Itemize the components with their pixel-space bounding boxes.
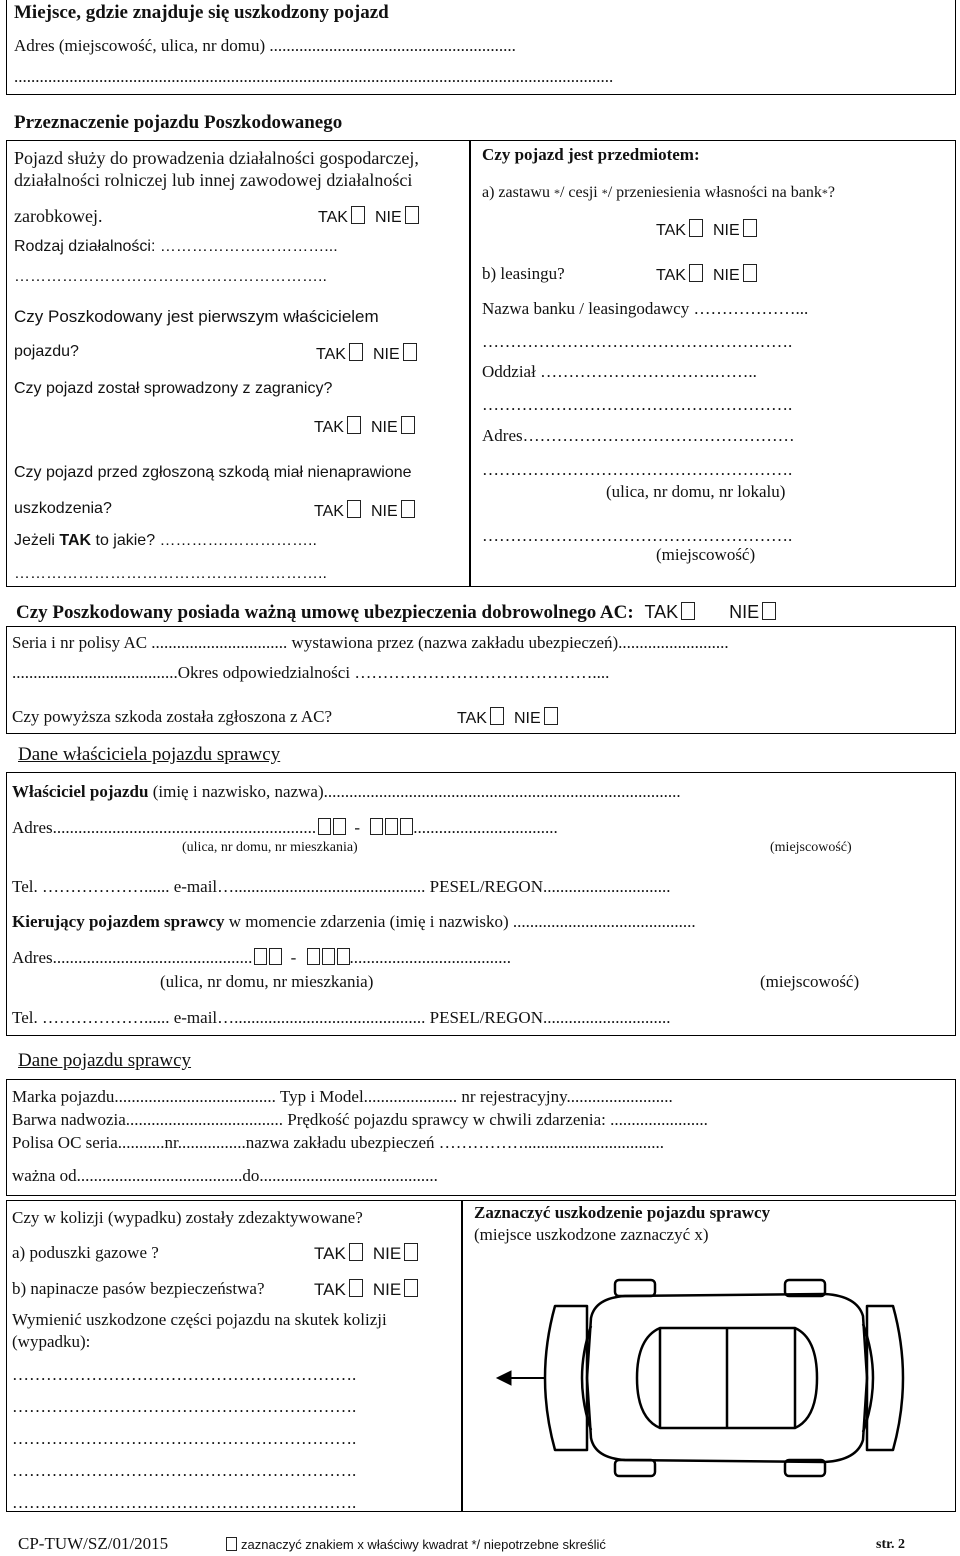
ac-yes-no [644,602,786,622]
tak-label: TAK [314,503,344,520]
q5-prefix: Jeżeli [14,532,60,549]
location-heading: Miejsce, gdzie znajduje się uszkodzony pojazd [14,2,389,23]
q3-yes-no [314,416,425,437]
bank-address-hint: (ulica, nr domu, nr lokalu) [606,482,786,501]
damaged-parts-label-cont: (wypadku): [12,1332,91,1351]
ac-reported-nie-checkbox[interactable] [544,707,558,725]
purpose-question-1-end: zarobkowej. [14,206,103,226]
driver-bold: Kierujący pojazdem sprawcy [12,912,225,931]
activity-field[interactable]: Rodzaj działalności: ……………….…………... [14,238,338,255]
owner-contact-field[interactable]: Tel. ………………...... e-mail…............................................. PESEL/REGON.............................. [12,877,671,896]
nie-label: NIE [729,602,760,622]
nie-label: NIE [712,267,740,284]
purpose-question-4-end: uszkodzenia? [14,500,112,517]
damaged-parts-label: Wymienić uszkodzone części pojazdu na skutek kolizji [12,1310,387,1329]
tak-label: TAK [656,267,686,284]
ac-reported-yes-no [457,707,568,728]
ac-question: Czy Poszkodowany posiada ważną umowę ubezpieczenia dobrowolnego AC: [16,602,634,623]
address-tail: .................................. [413,818,558,837]
q2-yes-no [316,343,427,364]
collateral-a-tak-checkbox[interactable] [689,219,703,237]
owner-heading: Dane właściciela pojazdu sprawcy [18,744,281,765]
collateral-b-nie-checkbox[interactable] [743,264,757,282]
a-suffix: ? [827,184,835,201]
collateral-a-yes-no [656,219,767,240]
tak-label: TAK [314,419,344,436]
owner-rest: (imię i nazwisko, nazwa).................................................................................... [148,782,681,801]
collateral-a-nie-checkbox[interactable] [743,219,757,237]
nie-label: NIE [374,209,402,226]
nie-label: NIE [372,1244,402,1263]
ac-tak-checkbox[interactable] [681,602,695,620]
postal-digit[interactable] [307,948,320,965]
collateral-b-tak-checkbox[interactable] [689,264,703,282]
footer-note-row [226,1537,606,1553]
car-diagram[interactable] [495,1266,915,1506]
nie-label: NIE [513,710,541,727]
page-number: str. 2 [876,1537,906,1552]
ac-question-row [16,602,786,624]
bank-name-line2[interactable]: ………………………………………………. [482,332,793,351]
a-mid1: / cesji [559,184,602,201]
driver-street-hint: (ulica, nr domu, nr mieszkania) [160,972,374,991]
bank-address-field[interactable]: Adres………………………………………… [482,426,795,445]
ac-reported-tak-checkbox[interactable] [490,707,504,725]
seatbelts-nie-checkbox[interactable] [404,1279,418,1297]
postal-digit[interactable] [322,948,335,965]
driver-contact-field[interactable]: Tel. ………………...... e-mail…............................................. PESEL/REGON.............................. [12,1008,671,1027]
postal-code-prefix[interactable] [252,948,282,967]
purpose-question-1-cont: działalności rolniczej lub innej zawodowej działalności [14,170,413,190]
q3-nie-checkbox[interactable] [401,416,415,434]
asterisk: * [601,186,608,200]
vehicle-heading: Dane pojazdu sprawcy [18,1050,192,1071]
nie-label: NIE [712,222,740,239]
postal-dash: - [354,818,361,837]
activity-line2[interactable]: ………………………………………………….. [14,268,327,285]
postal-code-prefix[interactable] [316,818,346,837]
postal-digit[interactable] [318,818,331,835]
vehicle-color-field[interactable]: Barwa nadwozia..................................... Prędkość pojazdu sprawcy w chwili zdarzenia: ....................... [12,1110,708,1129]
bank-address-line2[interactable]: ………………………………………………. [482,460,793,479]
postal-digit[interactable] [333,818,346,835]
ac-reported-question: Czy powyższa szkoda została zgłoszona z AC? [12,707,333,726]
damaged-parts-line[interactable]: ……………………………………………………. [12,1461,357,1480]
tak-label: TAK [314,1244,346,1263]
tak-label: TAK [644,602,679,622]
bank-city-hint: (miejscowość) [656,545,756,564]
nie-label: NIE [372,1280,402,1299]
seatbelts-yes-no [314,1279,428,1300]
owner-street-hint: (ulica, nr domu, nr mieszkania) [182,840,358,855]
owner-bold: Właściciel pojazdu [12,782,149,801]
direction-arrow-icon [497,1371,545,1385]
damage-description-line2[interactable]: ………………………………………………….. [14,565,327,582]
airbags-yes-no [314,1243,428,1264]
address-label: Adres [12,818,53,837]
damaged-parts-line[interactable]: ……………………………………………………. [12,1493,357,1512]
tak-label: TAK [316,346,346,363]
purpose-question-2: Czy Poszkodowany jest pierwszym właścicielem [14,307,379,326]
q3-tak-checkbox[interactable] [347,416,361,434]
damage-description-field[interactable] [14,532,317,550]
damaged-parts-line[interactable]: ……………………………………………………. [12,1365,357,1384]
damage-hint: (miejsce uszkodzone zaznaczyć x) [474,1225,709,1244]
collateral-option-b: b) leasingu? [482,264,565,283]
q4-tak-checkbox[interactable] [347,500,361,518]
a-mid2: / przeniesienia własności na bank [607,184,822,201]
q5-suffix: to jakie? ………….…………….. [91,532,317,549]
seatbelts-tak-checkbox[interactable] [349,1279,363,1297]
owner-address-field[interactable] [12,818,558,838]
address-label: Adres [12,948,53,967]
collateral-heading: Czy pojazd jest przedmiotem: [482,145,700,164]
nie-label: NIE [370,419,398,436]
postal-digit[interactable] [269,948,282,965]
vehicle-valid-field[interactable]: ważna od.......................................do.......................................... [12,1166,438,1185]
postal-digit[interactable] [337,948,350,965]
tak-label: TAK [314,1280,346,1299]
tak-label: TAK [457,710,487,727]
driver-rest: w momencie zdarzenia (imię i nazwisko) ........................................... [224,912,696,931]
asterisk: * [821,186,828,200]
vehicle-policy-field[interactable]: Polisa OC seria...........nr................nazwa zakładu ubezpieczeń ……………................................. [12,1133,665,1152]
location-address-line2[interactable]: ............................................................................................................................................. [14,67,614,86]
owner-name-field[interactable] [12,782,681,802]
ac-policy-field[interactable]: Seria i nr polisy AC ................................ wystawiona przez (nazwa zakładu ubezpieczeń).......................... [12,633,729,652]
vehicle-make-field[interactable]: Marka pojazdu...................................... Typ i Model...................... nr rejestracyjny......................... [12,1087,673,1106]
form-code: CP-TUW/SZ/01/2015 [18,1534,169,1553]
driver-address-field[interactable] [12,948,511,968]
ac-period-field[interactable]: .......................................Okres odpowiedzialności …………………………………….... [12,663,610,682]
collision-seatbelts: b) napinacze pasów bezpieczeństwa? [12,1279,265,1298]
purpose-question-3: Czy pojazd został sprowadzony z zagranicy? [14,380,333,397]
postal-code-suffix[interactable] [305,948,350,967]
driver-name-field[interactable] [12,912,696,932]
postal-digit[interactable] [385,818,398,835]
address-dots: ............................................... [52,948,253,967]
postal-digit[interactable] [254,948,267,965]
postal-code-suffix[interactable] [368,818,413,837]
airbags-tak-checkbox[interactable] [349,1243,363,1261]
damaged-parts-line[interactable]: ……………………………………………………. [12,1397,357,1416]
bank-name-field[interactable]: Nazwa banku / leasingodawcy ………………... [482,299,809,318]
collision-question: Czy w kolizji (wypadku) zostały zdezaktywowane? [12,1208,363,1227]
postal-digit[interactable] [400,818,413,835]
owner-city-hint: (miejscowość) [770,840,852,855]
q2-tak-checkbox[interactable] [349,343,363,361]
postal-dash: - [290,948,297,967]
collateral-option-a [482,184,835,202]
q4-nie-checkbox[interactable] [401,500,415,518]
q1-nie-checkbox[interactable] [405,206,419,224]
address-tail: ...................................... [349,948,512,967]
footer-note: zaznaczyć znakiem x właściwy kwadrat */ niepotrzebne skreślić [241,1537,606,1552]
tak-label: TAK [318,209,348,226]
address-dots: .............................................................. [52,818,317,837]
owner-box [6,772,956,1036]
branch-field[interactable]: Oddział ………………………….…….. [482,362,757,381]
airbags-nie-checkbox[interactable] [404,1243,418,1261]
legend-checkbox-icon [226,1537,237,1551]
purpose-heading: Przeznaczenie pojazdu Poszkodowanego [14,112,343,133]
q1-tak-checkbox[interactable] [351,206,365,224]
branch-line2[interactable]: ………………………………………………. [482,395,793,414]
purpose-question-4: Czy pojazd przed zgłoszoną szkodą miał nienaprawione [14,464,412,481]
location-address-field[interactable]: Adres (miejscowość, ulica, nr domu) .......................................................... [14,36,516,55]
driver-city-hint: (miejscowość) [760,972,860,991]
purpose-question-2-end: pojazdu? [14,343,79,360]
collateral-b-yes-no [656,264,767,285]
nie-label: NIE [370,503,398,520]
asterisk: * [553,186,560,200]
collision-airbags: a) poduszki gazowe ? [12,1243,159,1262]
bank-city-line[interactable]: ………………………………………………. [482,526,793,545]
damage-heading: Zaznaczyć uszkodzenie pojazdu sprawcy [474,1203,771,1222]
purpose-question-1: Pojazd służy do prowadzenia działalności gospodarczej, [14,148,419,168]
car-outline-icon [545,1280,903,1476]
q1-yes-no [318,206,429,227]
tak-label: TAK [656,222,686,239]
q2-nie-checkbox[interactable] [403,343,417,361]
q5-bold: TAK [59,532,92,549]
damaged-parts-line[interactable]: ……………………………………………………. [12,1429,357,1448]
postal-digit[interactable] [370,818,383,835]
ac-nie-checkbox[interactable] [762,602,776,620]
nie-label: NIE [372,346,400,363]
q4-yes-no [314,500,425,521]
a-prefix: a) zastawu [482,184,554,201]
